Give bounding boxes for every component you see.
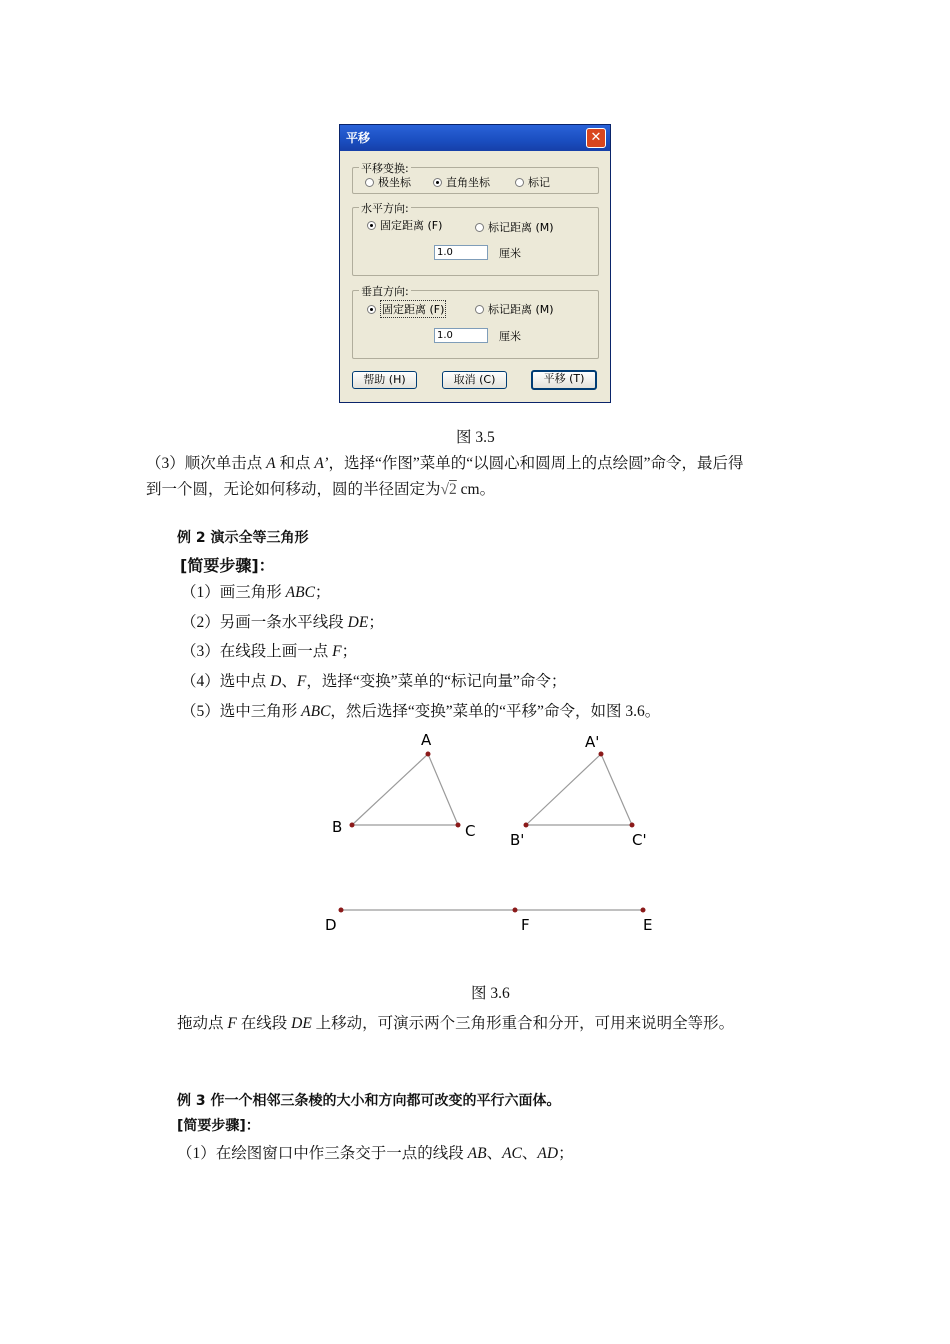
text-span: （4）选中点 — [181, 673, 271, 690]
example-2-steps-heading: [简要步骤]： — [180, 556, 275, 575]
text-span: 、 — [521, 1145, 538, 1162]
radio-label: 标记 — [528, 176, 550, 189]
point-label: A’ — [314, 455, 329, 472]
radio-vertical-marked[interactable] — [475, 301, 554, 317]
segment-a1b1 — [526, 754, 601, 825]
radio-cartesian[interactable] — [433, 174, 490, 190]
close-icon[interactable]: ✕ — [586, 128, 606, 148]
point-label: A — [266, 455, 276, 472]
example-2-step-1 — [181, 580, 330, 602]
example-2-step-4 — [181, 669, 566, 691]
math-label: F — [227, 1015, 237, 1032]
paragraph-step3-line1 — [146, 451, 743, 473]
help-button[interactable]: 帮助 (H) — [352, 371, 417, 389]
math-label: DE — [291, 1015, 312, 1032]
radio-circle-icon — [475, 305, 484, 314]
point-b[interactable] — [350, 823, 355, 828]
text-span: ，然后选择“变换”菜单的“平移”命令，如图 3.6。 — [330, 703, 661, 720]
label-b: B — [332, 818, 343, 836]
label-a-prime: A' — [585, 733, 600, 751]
paragraph-step3-line2 — [146, 477, 495, 499]
text-span: （3）顺次单击点 — [146, 455, 267, 472]
radio-label: 直角坐标 — [446, 176, 490, 189]
math-label: DE — [347, 614, 369, 631]
text-span: 拖动点 — [177, 1015, 228, 1032]
segment-ac — [428, 754, 458, 825]
radio-label: 固定距离 (F) — [380, 219, 443, 232]
text-span: （2）另画一条水平线段 — [181, 614, 348, 631]
radio-horizontal-marked[interactable] — [475, 219, 554, 235]
text-span: 到一个圆，无论如何移动，圆的半径固定为 — [146, 481, 441, 498]
radio-selected-icon — [367, 221, 376, 230]
radio-polar[interactable] — [365, 174, 411, 190]
figure-3-6-diagram — [320, 725, 680, 940]
horizontal-group-label: 水平方向: — [361, 202, 409, 215]
math-label: ABC — [285, 584, 315, 601]
point-b-prime[interactable] — [524, 823, 529, 828]
label-c: C — [465, 822, 476, 840]
text-span: ，选择“变换”菜单的“标记向量”命令； — [306, 673, 567, 690]
text-span: ； — [314, 584, 331, 601]
math-label: AD — [537, 1145, 559, 1162]
text-span: （5）选中三角形 — [181, 703, 302, 720]
horizontal-group — [352, 202, 599, 276]
vertical-distance-input[interactable]: 1.0 — [434, 328, 488, 343]
horizontal-unit: 厘米 — [499, 247, 521, 260]
point-c[interactable] — [456, 823, 461, 828]
label-f: F — [521, 916, 530, 934]
example-2-step-3 — [181, 639, 357, 661]
figure-3-6-caption: 图 3.6 — [471, 985, 510, 1002]
radio-selected-icon — [367, 305, 376, 314]
point-e[interactable] — [641, 908, 646, 913]
radio-label: 标记距离 (M) — [488, 303, 554, 316]
radio-circle-icon — [475, 223, 484, 232]
transform-group-label: 平移变换: — [361, 162, 409, 175]
point-d[interactable] — [339, 908, 344, 913]
dialog-title-bar — [340, 125, 610, 151]
text-span: 在线段 — [236, 1015, 292, 1032]
text-span: 上移动，可演示两个三角形重合和分开，可用来说明全等形。 — [311, 1015, 735, 1032]
radio-circle-icon — [365, 178, 374, 187]
example-3-steps-heading: [简要步骤]： — [177, 1118, 260, 1134]
paragraph-drag — [177, 1011, 734, 1033]
text-span: 、 — [486, 1145, 503, 1162]
sqrt-symbol: √2 — [440, 481, 457, 498]
horizontal-distance-input[interactable]: 1.0 — [434, 245, 488, 260]
example-3-title: 例 3 作一个相邻三条棱的大小和方向都可改变的平行六面体。 — [177, 1093, 561, 1109]
math-label: ABC — [301, 703, 331, 720]
text-span: ，选择“作图”菜单的“以圆心和圆周上的点绘圆”命令，最后得 — [328, 455, 744, 472]
text-span: （1）画三角形 — [181, 584, 286, 601]
text-span: 和点 — [275, 455, 315, 472]
math-label: D — [270, 673, 282, 690]
radio-label: 固定距离 (F) — [380, 300, 446, 318]
point-a[interactable] — [426, 752, 431, 757]
text-span: ； — [368, 614, 384, 631]
example-2-step-2 — [181, 610, 384, 632]
text-span: cm。 — [456, 481, 496, 498]
text-span: ； — [558, 1145, 574, 1162]
figure-3-5-caption: 图 3.5 — [456, 429, 495, 446]
math-label: AB — [467, 1145, 487, 1162]
segment-ab — [352, 754, 428, 825]
math-label: AC — [502, 1145, 522, 1162]
transform-group — [352, 162, 599, 194]
translate-dialog — [339, 124, 611, 403]
cancel-button[interactable]: 取消 (C) — [442, 371, 507, 389]
text-span: ； — [341, 643, 358, 660]
label-d: D — [325, 916, 337, 934]
label-a: A — [421, 731, 432, 749]
point-c-prime[interactable] — [630, 823, 635, 828]
radio-marked[interactable] — [515, 174, 550, 190]
example-2-title: 例 2 演示全等三角形 — [177, 530, 309, 546]
vertical-unit: 厘米 — [499, 330, 521, 343]
example-2-step-5 — [181, 699, 660, 721]
point-a-prime[interactable] — [599, 752, 604, 757]
label-b-prime: B' — [510, 831, 525, 849]
point-f[interactable] — [513, 908, 518, 913]
radio-vertical-fixed[interactable] — [367, 300, 446, 318]
radio-label: 极坐标 — [378, 176, 411, 189]
radio-circle-icon — [515, 178, 524, 187]
radio-selected-icon — [433, 178, 442, 187]
text-span: 、 — [281, 673, 297, 690]
text-span: （1）在绘图窗口中作三条交于一点的线段 — [177, 1145, 468, 1162]
label-c-prime: C' — [632, 831, 647, 849]
translate-button[interactable]: 平移 (T) — [531, 370, 597, 390]
radio-horizontal-fixed[interactable] — [367, 217, 442, 233]
example-3-step-1 — [177, 1141, 574, 1163]
sqrt-value: 2 — [449, 481, 457, 498]
vertical-group — [352, 285, 599, 359]
label-e: E — [643, 916, 653, 934]
dialog-title: 平移 — [346, 131, 371, 145]
math-label: F — [296, 673, 307, 690]
vertical-group-label: 垂直方向: — [361, 285, 409, 298]
text-span: （3）在线段上画一点 — [181, 643, 333, 660]
math-label: F — [332, 643, 342, 660]
segment-a1c1 — [601, 754, 632, 825]
radio-label: 标记距离 (M) — [488, 221, 554, 234]
